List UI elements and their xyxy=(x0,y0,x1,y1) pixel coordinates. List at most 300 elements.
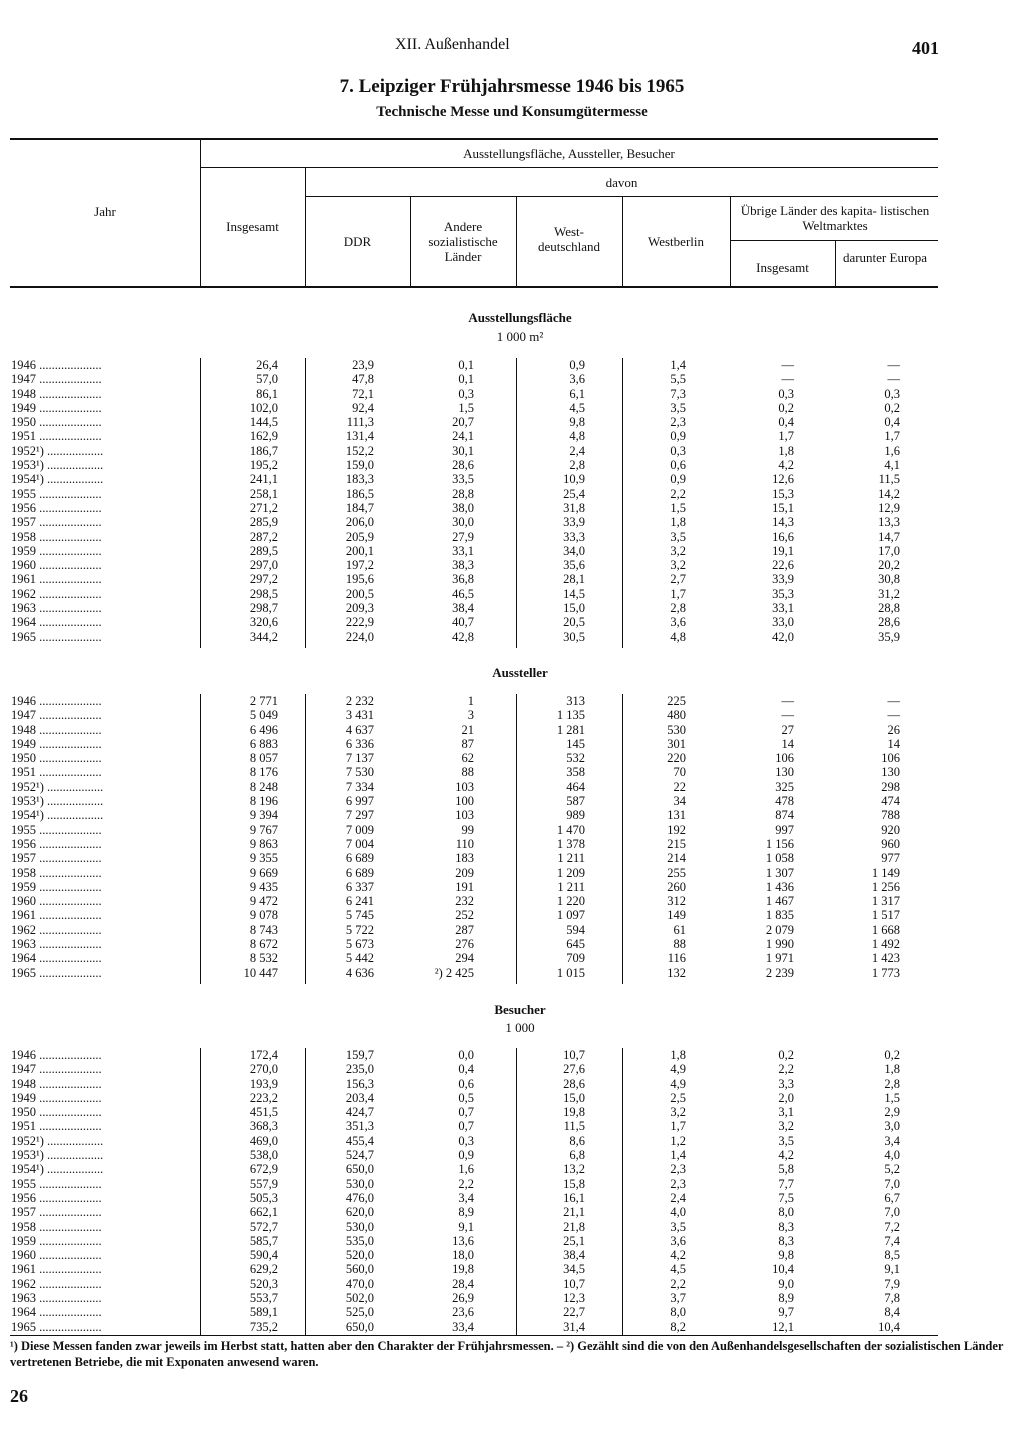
year-cell: 1955 .................... xyxy=(11,822,102,837)
year-cell: 1963 .................... xyxy=(11,601,102,616)
table-row xyxy=(0,601,1024,615)
andere-laender-cell: 183 xyxy=(455,851,474,866)
ddr-cell: 23,9 xyxy=(352,358,374,372)
europa-cell: 1,7 xyxy=(884,429,900,444)
insgesamt-cell: 241,1 xyxy=(249,472,278,487)
europa-cell: 3,4 xyxy=(884,1133,900,1148)
westberlin-cell: 2,3 xyxy=(670,1162,686,1177)
uebrige-insgesamt-cell: 33,9 xyxy=(772,572,794,587)
andere-laender-cell: 20,7 xyxy=(452,415,474,430)
year-cell: 1950 .................... xyxy=(11,751,102,766)
andere-laender-cell: 0,9 xyxy=(458,1148,474,1163)
uebrige-insgesamt-cell: 1,8 xyxy=(778,443,794,458)
europa-cell: 14,2 xyxy=(878,486,900,501)
year-cell: 1947 .................... xyxy=(11,708,102,723)
westberlin-cell: 3,6 xyxy=(670,615,686,630)
section-title-aussteller: Aussteller xyxy=(492,665,548,680)
uebrige-insgesamt-cell: 9,7 xyxy=(778,1305,794,1320)
andere-laender-cell: 252 xyxy=(455,908,474,923)
ddr-cell: 156,3 xyxy=(345,1076,374,1091)
header-westdeutschland: West- deutschland xyxy=(537,224,601,254)
table-row xyxy=(0,1248,1024,1262)
westdeutschland-cell: 645 xyxy=(566,937,585,952)
table-row xyxy=(0,515,1024,529)
uebrige-insgesamt-cell: 325 xyxy=(775,779,794,794)
ddr-cell: 7 137 xyxy=(345,751,374,766)
header-rule-3 xyxy=(730,240,938,241)
ddr-cell: 476,0 xyxy=(345,1190,374,1205)
europa-cell: 960 xyxy=(881,836,900,851)
andere-laender-cell: 30,0 xyxy=(452,515,474,530)
andere-laender-cell: 26,9 xyxy=(452,1291,474,1306)
westdeutschland-cell: 12,3 xyxy=(563,1291,585,1306)
westberlin-cell: 2,5 xyxy=(670,1090,686,1105)
uebrige-insgesamt-cell: 5,8 xyxy=(778,1162,794,1177)
ddr-cell: 520,0 xyxy=(345,1248,374,1263)
europa-cell: 1 317 xyxy=(871,894,900,909)
ddr-cell: 159,7 xyxy=(345,1048,374,1062)
table-row xyxy=(0,1062,1024,1076)
europa-cell: 8,5 xyxy=(884,1248,900,1263)
uebrige-insgesamt-cell: 0,2 xyxy=(778,400,794,415)
westberlin-cell: 480 xyxy=(667,708,686,723)
andere-laender-cell: 0,1 xyxy=(458,358,474,372)
insgesamt-cell: 86,1 xyxy=(256,386,278,401)
year-cell: 1946 .................... xyxy=(11,358,102,372)
uebrige-insgesamt-cell: 12,1 xyxy=(772,1319,794,1334)
westdeutschland-cell: 30,5 xyxy=(563,629,585,644)
table-row xyxy=(0,1148,1024,1162)
uebrige-insgesamt-cell: 33,1 xyxy=(772,601,794,616)
uebrige-insgesamt-cell: 106 xyxy=(775,751,794,766)
ddr-cell: 4 637 xyxy=(345,722,374,737)
uebrige-insgesamt-cell: 1 467 xyxy=(765,894,794,909)
table-row xyxy=(0,401,1024,415)
andere-laender-cell: 28,4 xyxy=(452,1276,474,1291)
andere-laender-cell: 0,7 xyxy=(458,1105,474,1120)
westdeutschland-cell: 6,8 xyxy=(569,1148,585,1163)
andere-laender-cell: 28,8 xyxy=(452,486,474,501)
insgesamt-cell: 271,2 xyxy=(249,500,278,515)
header-westberlin: Westberlin xyxy=(648,234,704,249)
westberlin-cell: 1,4 xyxy=(670,1148,686,1163)
westberlin-cell: 61 xyxy=(673,922,686,937)
andere-laender-cell: 191 xyxy=(455,879,474,894)
westberlin-cell: 5,5 xyxy=(670,372,686,387)
europa-cell: 1 773 xyxy=(871,965,900,980)
ddr-cell: 6 241 xyxy=(345,894,374,909)
footer-number: 26 xyxy=(10,1386,28,1406)
europa-cell: 1 423 xyxy=(871,951,900,966)
europa-cell: 11,5 xyxy=(878,472,900,487)
ddr-cell: 620,0 xyxy=(345,1205,374,1220)
westberlin-cell: 70 xyxy=(673,765,686,780)
insgesamt-cell: 320,6 xyxy=(249,615,278,630)
column-rule xyxy=(305,694,306,984)
uebrige-insgesamt-cell: 33,0 xyxy=(772,615,794,630)
westdeutschland-cell: 28,1 xyxy=(563,572,585,587)
europa-cell: 7,8 xyxy=(884,1291,900,1306)
europa-cell: 5,2 xyxy=(884,1162,900,1177)
insgesamt-cell: 2 771 xyxy=(249,694,278,708)
andere-laender-cell: 87 xyxy=(461,736,474,751)
europa-cell: 0,3 xyxy=(884,386,900,401)
westberlin-cell: 2,7 xyxy=(670,572,686,587)
year-cell: 1950 .................... xyxy=(11,1105,102,1120)
table-row xyxy=(0,966,1024,980)
table-row xyxy=(0,572,1024,586)
uebrige-insgesamt-cell: 874 xyxy=(775,808,794,823)
ddr-cell: 424,7 xyxy=(345,1105,374,1120)
westberlin-cell: 214 xyxy=(667,851,686,866)
insgesamt-cell: 144,5 xyxy=(249,415,278,430)
insgesamt-cell: 270,0 xyxy=(249,1062,278,1077)
westdeutschland-cell: 35,6 xyxy=(563,558,585,573)
europa-cell: 28,6 xyxy=(878,615,900,630)
table-row xyxy=(0,751,1024,765)
ddr-cell: 203,4 xyxy=(345,1090,374,1105)
uebrige-insgesamt-cell: 15,1 xyxy=(772,500,794,515)
westdeutschland-cell: 358 xyxy=(566,765,585,780)
westberlin-cell: 2,4 xyxy=(670,1190,686,1205)
table-row xyxy=(0,1105,1024,1119)
ddr-cell: 530,0 xyxy=(345,1176,374,1191)
insgesamt-cell: 735,2 xyxy=(249,1319,278,1334)
table-row xyxy=(0,765,1024,779)
uebrige-insgesamt-cell: 1,7 xyxy=(778,429,794,444)
andere-laender-cell: 38,4 xyxy=(452,601,474,616)
andere-laender-cell: 18,0 xyxy=(452,1248,474,1263)
westberlin-cell: 3,2 xyxy=(670,543,686,558)
insgesamt-cell: 172,4 xyxy=(249,1048,278,1062)
table-row xyxy=(0,458,1024,472)
table-title: 7. Leipziger Frühjahrsmesse 1946 bis 1965 xyxy=(339,76,685,97)
section-title-besucher: Besucher xyxy=(494,1002,546,1017)
uebrige-insgesamt-cell: 7,5 xyxy=(778,1190,794,1205)
section-unit-ausstellungsflaeche: 1 000 m² xyxy=(496,329,544,344)
uebrige-insgesamt-cell: 2,2 xyxy=(778,1062,794,1077)
table-row xyxy=(0,530,1024,544)
table-row xyxy=(0,880,1024,894)
westberlin-cell: 88 xyxy=(673,937,686,952)
europa-cell: 977 xyxy=(881,851,900,866)
westdeutschland-cell: 1 135 xyxy=(556,708,585,723)
header-bottom-rule xyxy=(10,286,938,288)
header-darunter-europa: darunter Europa xyxy=(842,250,928,265)
ddr-cell: 224,0 xyxy=(345,629,374,644)
year-cell: 1955 .................... xyxy=(11,486,102,501)
table-row xyxy=(0,630,1024,644)
ddr-cell: 222,9 xyxy=(345,615,374,630)
table-bottom-rule xyxy=(10,1335,938,1336)
andere-laender-cell: 100 xyxy=(455,794,474,809)
westdeutschland-cell: 31,4 xyxy=(563,1319,585,1334)
insgesamt-cell: 589,1 xyxy=(249,1305,278,1320)
ddr-cell: 72,1 xyxy=(352,386,374,401)
insgesamt-cell: 9 767 xyxy=(249,822,278,837)
year-cell: 1962 .................... xyxy=(11,1276,102,1291)
westberlin-cell: 2,3 xyxy=(670,1176,686,1191)
westberlin-cell: 1,7 xyxy=(670,586,686,601)
chapter-heading: XII. Außenhandel xyxy=(395,36,510,53)
ddr-cell: 209,3 xyxy=(345,601,374,616)
table-row xyxy=(0,1234,1024,1248)
uebrige-insgesamt-cell: 0,2 xyxy=(778,1048,794,1062)
westdeutschland-cell: 10,7 xyxy=(563,1276,585,1291)
uebrige-insgesamt-cell: 4,2 xyxy=(778,458,794,473)
ddr-cell: 6 689 xyxy=(345,851,374,866)
footnote: ¹) Diese Messen fanden zwar jeweils im Herbst statt, hatten aber den Charakter der Frühjahrsmessen. – ²) Gezählt sind die von den Außenhandelsgesellschaften der sozialistischen Länder vertretenen Betriebe, die mit Exponaten anwesend waren. xyxy=(10,1339,1004,1369)
westdeutschland-cell: 1 470 xyxy=(556,822,585,837)
insgesamt-cell: 297,0 xyxy=(249,558,278,573)
ddr-cell: 7 004 xyxy=(345,836,374,851)
year-cell: 1951 .................... xyxy=(11,429,102,444)
insgesamt-cell: 9 472 xyxy=(249,894,278,909)
westberlin-cell: 8,2 xyxy=(670,1319,686,1334)
uebrige-insgesamt-cell: 3,1 xyxy=(778,1105,794,1120)
year-cell: 1958 .................... xyxy=(11,1219,102,1234)
ddr-cell: 6 336 xyxy=(345,736,374,751)
westdeutschland-cell: 1 209 xyxy=(556,865,585,880)
ddr-cell: 6 689 xyxy=(345,865,374,880)
westdeutschland-cell: 989 xyxy=(566,808,585,823)
insgesamt-cell: 629,2 xyxy=(249,1262,278,1277)
uebrige-insgesamt-cell: 1 990 xyxy=(765,937,794,952)
westdeutschland-cell: 587 xyxy=(566,794,585,809)
ddr-cell: 455,4 xyxy=(345,1133,374,1148)
table-row xyxy=(0,1205,1024,1219)
table-row xyxy=(0,951,1024,965)
andere-laender-cell: 0,7 xyxy=(458,1119,474,1134)
westdeutschland-cell: 1 211 xyxy=(557,879,585,894)
column-rule xyxy=(622,694,623,984)
insgesamt-cell: 557,9 xyxy=(249,1176,278,1191)
uebrige-insgesamt-cell: 997 xyxy=(775,822,794,837)
ddr-cell: 186,5 xyxy=(345,486,374,501)
year-cell: 1964 .................... xyxy=(11,951,102,966)
insgesamt-cell: 298,5 xyxy=(249,586,278,601)
europa-cell: 28,8 xyxy=(878,601,900,616)
westberlin-cell: 3,5 xyxy=(670,529,686,544)
europa-cell: 1 668 xyxy=(871,922,900,937)
andere-laender-cell: 0,1 xyxy=(458,372,474,387)
europa-cell: 30,8 xyxy=(878,572,900,587)
uebrige-insgesamt-cell: — xyxy=(781,694,794,708)
year-cell: 1958 .................... xyxy=(11,529,102,544)
europa-cell: 7,9 xyxy=(884,1276,900,1291)
westdeutschland-cell: 1 220 xyxy=(556,894,585,909)
table-row xyxy=(0,851,1024,865)
andere-laender-cell: 0,3 xyxy=(458,386,474,401)
table-row xyxy=(0,415,1024,429)
westdeutschland-cell: 1 378 xyxy=(556,836,585,851)
westdeutschland-cell: 2,8 xyxy=(569,458,585,473)
westberlin-cell: 0,3 xyxy=(670,443,686,458)
insgesamt-cell: 505,3 xyxy=(249,1190,278,1205)
europa-cell: 20,2 xyxy=(878,558,900,573)
westdeutschland-cell: 13,2 xyxy=(563,1162,585,1177)
column-rule xyxy=(622,358,623,648)
year-cell: 1952¹) .................. xyxy=(11,779,104,794)
ddr-cell: 183,3 xyxy=(345,472,374,487)
insgesamt-cell: 553,7 xyxy=(249,1291,278,1306)
header-divider xyxy=(410,196,411,286)
uebrige-insgesamt-cell: 0,3 xyxy=(778,386,794,401)
westdeutschland-cell: 1 097 xyxy=(556,908,585,923)
ddr-cell: 470,0 xyxy=(345,1276,374,1291)
year-cell: 1951 .................... xyxy=(11,1119,102,1134)
westberlin-cell: 149 xyxy=(667,908,686,923)
year-cell: 1956 .................... xyxy=(11,1190,102,1205)
andere-laender-cell: 1,6 xyxy=(458,1162,474,1177)
andere-laender-cell: 99 xyxy=(461,822,474,837)
insgesamt-cell: 258,1 xyxy=(249,486,278,501)
westdeutschland-cell: 464 xyxy=(566,779,585,794)
table-row xyxy=(0,1177,1024,1191)
europa-cell: 1 256 xyxy=(871,879,900,894)
uebrige-insgesamt-cell: 14 xyxy=(781,736,794,751)
europa-cell: 14 xyxy=(887,736,900,751)
westberlin-cell: 260 xyxy=(667,879,686,894)
westdeutschland-cell: 15,0 xyxy=(563,601,585,616)
andere-laender-cell: 3,4 xyxy=(458,1190,474,1205)
europa-cell: 7,0 xyxy=(884,1176,900,1191)
table-row xyxy=(0,837,1024,851)
westdeutschland-cell: 1 281 xyxy=(556,722,585,737)
andere-laender-cell: 209 xyxy=(455,865,474,880)
europa-cell: — xyxy=(887,372,900,387)
insgesamt-cell: 9 669 xyxy=(249,865,278,880)
year-cell: 1948 .................... xyxy=(11,386,102,401)
westdeutschland-cell: 4,8 xyxy=(569,429,585,444)
westberlin-cell: 1,8 xyxy=(670,1048,686,1062)
insgesamt-cell: 585,7 xyxy=(249,1233,278,1248)
ddr-cell: 3 431 xyxy=(345,708,374,723)
uebrige-insgesamt-cell: — xyxy=(781,358,794,372)
ddr-cell: 131,4 xyxy=(345,429,374,444)
andere-laender-cell: 0,4 xyxy=(458,1062,474,1077)
year-cell: 1957 .................... xyxy=(11,515,102,530)
year-cell: 1960 .................... xyxy=(11,894,102,909)
andere-laender-cell: 46,5 xyxy=(452,586,474,601)
westberlin-cell: 1,8 xyxy=(670,515,686,530)
year-cell: 1947 .................... xyxy=(11,1062,102,1077)
table-row xyxy=(0,937,1024,951)
ddr-cell: 184,7 xyxy=(345,500,374,515)
uebrige-insgesamt-cell: 1 436 xyxy=(765,879,794,894)
year-cell: 1948 .................... xyxy=(11,722,102,737)
westberlin-cell: 116 xyxy=(667,951,686,966)
andere-laender-cell: 33,1 xyxy=(452,543,474,558)
uebrige-insgesamt-cell: 2,0 xyxy=(778,1090,794,1105)
westdeutschland-cell: 21,8 xyxy=(563,1219,585,1234)
andere-laender-cell: 27,9 xyxy=(452,529,474,544)
uebrige-insgesamt-cell: — xyxy=(781,372,794,387)
westberlin-cell: 3,7 xyxy=(670,1291,686,1306)
westdeutschland-cell: 6,1 xyxy=(569,386,585,401)
westberlin-cell: 0,6 xyxy=(670,458,686,473)
westdeutschland-cell: 532 xyxy=(566,751,585,766)
andere-laender-cell: 33,5 xyxy=(452,472,474,487)
uebrige-insgesamt-cell: 9,0 xyxy=(778,1276,794,1291)
ddr-cell: 205,9 xyxy=(345,529,374,544)
westberlin-cell: 1,5 xyxy=(670,500,686,515)
westberlin-cell: 132 xyxy=(667,965,686,980)
insgesamt-cell: 469,0 xyxy=(249,1133,278,1148)
andere-laender-cell: 38,3 xyxy=(452,558,474,573)
ddr-cell: 152,2 xyxy=(345,443,374,458)
table-row xyxy=(0,1305,1024,1319)
column-rule xyxy=(516,1048,517,1336)
andere-laender-cell: 88 xyxy=(461,765,474,780)
insgesamt-cell: 57,0 xyxy=(256,372,278,387)
andere-laender-cell: 103 xyxy=(455,808,474,823)
table-row xyxy=(0,794,1024,808)
uebrige-insgesamt-cell: 1 156 xyxy=(765,836,794,851)
ddr-cell: 195,6 xyxy=(345,572,374,587)
westberlin-cell: 0,9 xyxy=(670,429,686,444)
westberlin-cell: 255 xyxy=(667,865,686,880)
westberlin-cell: 4,5 xyxy=(670,1262,686,1277)
uebrige-insgesamt-cell: 8,0 xyxy=(778,1205,794,1220)
europa-cell: 9,1 xyxy=(884,1262,900,1277)
uebrige-insgesamt-cell: 8,9 xyxy=(778,1291,794,1306)
westberlin-cell: 2,3 xyxy=(670,415,686,430)
insgesamt-cell: 102,0 xyxy=(249,400,278,415)
insgesamt-cell: 538,0 xyxy=(249,1148,278,1163)
westberlin-cell: 215 xyxy=(667,836,686,851)
year-cell: 1957 .................... xyxy=(11,1205,102,1220)
table-row xyxy=(0,615,1024,629)
uebrige-insgesamt-cell: 0,4 xyxy=(778,415,794,430)
europa-cell: 2,9 xyxy=(884,1105,900,1120)
westdeutschland-cell: 8,6 xyxy=(569,1133,585,1148)
westdeutschland-cell: 33,3 xyxy=(563,529,585,544)
column-rule xyxy=(305,358,306,648)
andere-laender-cell: 40,7 xyxy=(452,615,474,630)
europa-cell: 7,4 xyxy=(884,1233,900,1248)
insgesamt-cell: 8 672 xyxy=(249,937,278,952)
ddr-cell: 351,3 xyxy=(345,1119,374,1134)
andere-laender-cell: 38,0 xyxy=(452,500,474,515)
uebrige-insgesamt-cell: 1 307 xyxy=(765,865,794,880)
andere-laender-cell: 287 xyxy=(455,922,474,937)
table-row xyxy=(0,908,1024,922)
year-cell: 1962 .................... xyxy=(11,586,102,601)
table-row xyxy=(0,387,1024,401)
column-rule xyxy=(305,1048,306,1336)
westdeutschland-cell: 19,8 xyxy=(563,1105,585,1120)
insgesamt-cell: 8 743 xyxy=(249,922,278,937)
westberlin-cell: 4,0 xyxy=(670,1205,686,1220)
westberlin-cell: 1,7 xyxy=(670,1119,686,1134)
uebrige-insgesamt-cell: 3,2 xyxy=(778,1119,794,1134)
westdeutschland-cell: 33,9 xyxy=(563,515,585,530)
westberlin-cell: 3,5 xyxy=(670,400,686,415)
ddr-cell: 206,0 xyxy=(345,515,374,530)
andere-laender-cell: 8,9 xyxy=(458,1205,474,1220)
table-row xyxy=(0,894,1024,908)
europa-cell: 6,7 xyxy=(884,1190,900,1205)
andere-laender-cell: 33,4 xyxy=(452,1319,474,1334)
insgesamt-cell: 8 248 xyxy=(249,779,278,794)
westberlin-cell: 2,2 xyxy=(670,486,686,501)
andere-laender-cell: 232 xyxy=(455,894,474,909)
andere-laender-cell: 103 xyxy=(455,779,474,794)
westberlin-cell: 3,5 xyxy=(670,1219,686,1234)
westdeutschland-cell: 145 xyxy=(566,736,585,751)
europa-cell: — xyxy=(887,694,900,708)
